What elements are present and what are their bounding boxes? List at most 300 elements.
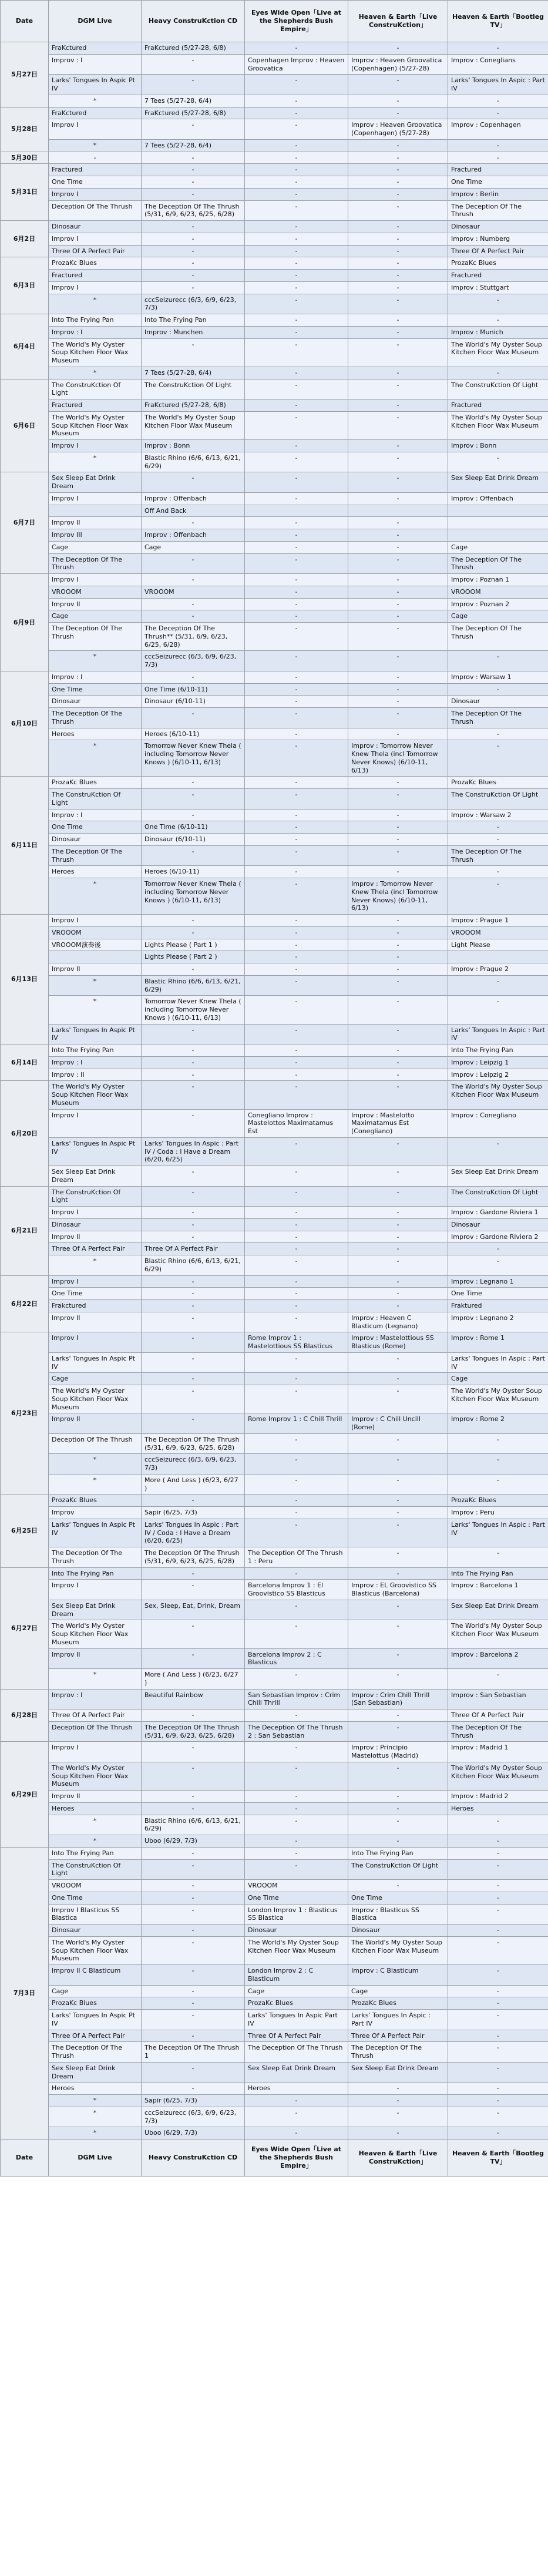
table-row bbox=[1, 75, 548, 95]
live-construkction-cell: - bbox=[348, 152, 448, 164]
table-row bbox=[1, 1669, 548, 1690]
bootleg-tv-cell: - bbox=[448, 367, 548, 379]
eyes-wide-open-cell: - bbox=[245, 1802, 348, 1815]
bootleg-tv-cell: - bbox=[448, 2062, 548, 2083]
song-cell: Improv III bbox=[49, 529, 142, 542]
bootleg-tv-cell: Improv : Legnano 2 bbox=[448, 1312, 548, 1332]
table-row bbox=[1, 1547, 548, 1568]
eyes-wide-open-cell: - bbox=[245, 809, 348, 821]
table-row bbox=[1, 517, 548, 529]
heavy-construkction-cell: - bbox=[142, 1109, 245, 1137]
song-cell: Sex Sleep Eat Drink Dream bbox=[49, 1600, 142, 1620]
heavy-construkction-cell: Uboo (6/29, 7/3) bbox=[142, 1835, 245, 1848]
eyes-wide-open-cell: - bbox=[245, 1669, 348, 1690]
heavy-construkction-cell: Blastic Rhino (6/6, 6/13, 6/21, 6/29) bbox=[142, 975, 245, 996]
eyes-wide-open-cell: - bbox=[245, 671, 348, 683]
song-cell: Improv bbox=[49, 1507, 142, 1519]
heavy-construkction-cell: - bbox=[142, 1069, 245, 1081]
eyes-wide-open-cell: - bbox=[245, 866, 348, 878]
eyes-wide-open-cell: - bbox=[245, 517, 348, 529]
bootleg-tv-cell: ProzaKc Blues bbox=[448, 777, 548, 789]
song-cell: Improv : I bbox=[49, 54, 142, 75]
live-construkction-cell: - bbox=[348, 1519, 448, 1547]
date-cell: 5月28日 bbox=[1, 107, 49, 152]
eyes-wide-open-cell: - bbox=[245, 1207, 348, 1219]
bootleg-tv-cell: Improv : San Sebastian bbox=[448, 1689, 548, 1710]
heavy-construkction-cell: - bbox=[142, 1802, 245, 1815]
song-cell: Improv II bbox=[49, 1413, 142, 1434]
live-construkction-cell bbox=[348, 505, 448, 517]
eyes-wide-open-cell: - bbox=[245, 975, 348, 996]
bootleg-tv-cell: Improv : Poznan 2 bbox=[448, 598, 548, 610]
live-construkction-cell: - bbox=[348, 598, 448, 610]
eyes-wide-open-cell: - bbox=[245, 2095, 348, 2107]
table-row bbox=[1, 878, 548, 915]
heavy-construkction-cell: - bbox=[142, 1494, 245, 1507]
heavy-construkction-cell: The ConstruKction Of Light bbox=[142, 379, 245, 399]
heavy-construkction-cell: - bbox=[142, 553, 245, 574]
eyes-wide-open-cell: ProzaKc Blues bbox=[245, 1997, 348, 2010]
live-construkction-cell: - bbox=[348, 1218, 448, 1231]
heavy-construkction-cell: - bbox=[142, 1413, 245, 1434]
live-construkction-cell: - bbox=[348, 245, 448, 257]
heavy-construkction-cell: - bbox=[142, 1880, 245, 1892]
table-row bbox=[1, 270, 548, 282]
table-row bbox=[1, 1166, 548, 1187]
eyes-wide-open-cell: - bbox=[245, 1044, 348, 1057]
song-cell: Fractured bbox=[49, 399, 142, 412]
live-construkction-cell: Three Of A Perfect Pair bbox=[348, 2030, 448, 2042]
eyes-wide-open-cell: VROOOM bbox=[245, 1880, 348, 1892]
table-row bbox=[1, 139, 548, 152]
song-cell: VROOOM演奏後 bbox=[49, 939, 142, 951]
bootleg-tv-cell: - bbox=[448, 1137, 548, 1166]
eyes-wide-open-cell: - bbox=[245, 610, 348, 623]
table-row bbox=[1, 821, 548, 834]
song-cell: Cage bbox=[49, 610, 142, 623]
date-cell: 6月9日 bbox=[1, 574, 49, 671]
bootleg-tv-cell: Improv : Berlin bbox=[448, 188, 548, 200]
live-construkction-cell: - bbox=[348, 164, 448, 176]
heavy-construkction-cell: - bbox=[142, 1936, 245, 1964]
eyes-wide-open-cell: - bbox=[245, 1024, 348, 1044]
eyes-wide-open-cell: - bbox=[245, 598, 348, 610]
song-cell bbox=[49, 951, 142, 963]
bootleg-tv-cell: - bbox=[448, 2127, 548, 2140]
song-cell: The Deception Of The Thrush bbox=[49, 553, 142, 574]
heavy-construkction-cell: 7 Tees (5/27-28, 6/4) bbox=[142, 95, 245, 107]
bootleg-tv-cell: - bbox=[448, 314, 548, 327]
table-row bbox=[1, 399, 548, 412]
bootleg-tv-cell: - bbox=[448, 975, 548, 996]
bootleg-tv-cell: ProzaKc Blues bbox=[448, 1494, 548, 1507]
heavy-construkction-cell: The Deception Of The Thrush 1 bbox=[142, 2042, 245, 2063]
bootleg-tv-cell: Improv : Warsaw 1 bbox=[448, 671, 548, 683]
eyes-wide-open-cell: - bbox=[245, 188, 348, 200]
eyes-wide-open-cell: - bbox=[245, 75, 348, 95]
heavy-construkction-cell: Larks' Tongues In Aspic : Part IV / Coda : I Have a Dream (6/20, 6/25) bbox=[142, 1137, 245, 1166]
song-cell: Deception Of The Thrush bbox=[49, 1433, 142, 1454]
bootleg-tv-cell: Improv : Barcelona 1 bbox=[448, 1580, 548, 1600]
bootleg-tv-cell: Larks' Tongues In Aspic : Part IV bbox=[448, 1352, 548, 1373]
bootleg-tv-cell: Improv : Leipzig 1 bbox=[448, 1056, 548, 1069]
heavy-construkction-cell: - bbox=[142, 1231, 245, 1243]
song-cell: Fractured bbox=[49, 270, 142, 282]
table-row bbox=[1, 1835, 548, 1848]
song-cell: * bbox=[49, 95, 142, 107]
song-cell: Heroes bbox=[49, 2083, 142, 2095]
live-construkction-cell: One Time bbox=[348, 1892, 448, 1904]
table-row bbox=[1, 1985, 548, 1997]
eyes-wide-open-cell: - bbox=[245, 200, 348, 221]
live-construkction-cell: - bbox=[348, 821, 448, 834]
live-construkction-cell: - bbox=[348, 975, 448, 996]
eyes-wide-open-cell: - bbox=[245, 1815, 348, 1835]
heavy-construkction-cell: One Time (6/10-11) bbox=[142, 821, 245, 834]
table-row bbox=[1, 2042, 548, 2063]
live-construkction-cell: - bbox=[348, 708, 448, 728]
table-row bbox=[1, 728, 548, 740]
bootleg-tv-cell: Improv : Poznan 1 bbox=[448, 574, 548, 586]
song-cell: * bbox=[49, 975, 142, 996]
eyes-wide-open-cell: One Time bbox=[245, 1892, 348, 1904]
eyes-wide-open-cell: - bbox=[245, 472, 348, 493]
heavy-construkction-cell: The Deception Of The Thrush (5/31, 6/9, 6/23, 6/25, 6/28) bbox=[142, 1721, 245, 1742]
song-cell: Dinosaur bbox=[49, 696, 142, 708]
table-row bbox=[1, 553, 548, 574]
song-cell: One Time bbox=[49, 1288, 142, 1300]
table-row bbox=[1, 1892, 548, 1904]
eyes-wide-open-cell bbox=[245, 505, 348, 517]
song-cell: Improv : I bbox=[49, 326, 142, 338]
bootleg-tv-cell: The World's My Oyster Soup Kitchen Floor Wax Museum bbox=[448, 1385, 548, 1413]
bootleg-tv-cell: Cage bbox=[448, 610, 548, 623]
song-cell: Improv II bbox=[49, 1312, 142, 1332]
heavy-construkction-cell: - bbox=[142, 1352, 245, 1373]
table-row bbox=[1, 1231, 548, 1243]
eyes-wide-open-cell: Conegliano Improv : Mastelottos Maximatamus Est bbox=[245, 1109, 348, 1137]
bootleg-tv-cell: Improv : Conegliano bbox=[448, 1109, 548, 1137]
table-row bbox=[1, 623, 548, 651]
date-cell: 5月30日 bbox=[1, 152, 49, 164]
song-cell: Sex Sleep Eat Drink Dream bbox=[49, 1166, 142, 1187]
song-cell: Improv I bbox=[49, 492, 142, 505]
song-cell: Three Of A Perfect Pair bbox=[49, 1243, 142, 1255]
live-construkction-cell: - bbox=[348, 926, 448, 939]
heavy-construkction-cell: Beautiful Rainbow bbox=[142, 1689, 245, 1710]
heavy-construkction-cell: - bbox=[142, 1620, 245, 1648]
eyes-wide-open-cell: - bbox=[245, 834, 348, 846]
heavy-construkction-cell: Heroes (6/10-11) bbox=[142, 728, 245, 740]
eyes-wide-open-cell: The Deception Of The Thrush 1 : Peru bbox=[245, 1547, 348, 1568]
table-row bbox=[1, 452, 548, 472]
song-cell: Larks' Tongues In Aspic Pt IV bbox=[49, 1137, 142, 1166]
eyes-wide-open-cell: - bbox=[245, 1352, 348, 1373]
live-construkction-cell: - bbox=[348, 553, 448, 574]
table-row bbox=[1, 42, 548, 55]
heavy-construkction-cell: - bbox=[142, 1791, 245, 1803]
heavy-construkction-cell: The Deception Of The Thrush (5/31, 6/9, 6/23, 6/25, 6/28) bbox=[142, 1547, 245, 1568]
eyes-wide-open-cell: - bbox=[245, 411, 348, 439]
song-cell: The World's My Oyster Soup Kitchen Floor Wax Museum bbox=[49, 1620, 142, 1648]
heavy-construkction-cell: Sapir (6/25, 7/3) bbox=[142, 1507, 245, 1519]
live-construkction-cell: - bbox=[348, 963, 448, 976]
heavy-construkction-cell: Larks' Tongues In Aspic : Part IV / Coda : I Have a Dream (6/20, 6/25) bbox=[142, 1519, 245, 1547]
table-row bbox=[1, 1385, 548, 1413]
bootleg-tv-cell: VROOOM bbox=[448, 586, 548, 598]
live-construkction-cell: - bbox=[348, 1669, 448, 1690]
bootleg-tv-cell: Improv : Copenhagen bbox=[448, 119, 548, 140]
date-cell: 6月25日 bbox=[1, 1494, 49, 1567]
table-row bbox=[1, 683, 548, 696]
heavy-construkction-cell: - bbox=[142, 221, 245, 233]
bootleg-tv-cell: Three Of A Perfect Pair bbox=[448, 1710, 548, 1722]
heavy-construkction-cell: Sex, Sleep, Eat, Drink, Dream bbox=[142, 1600, 245, 1620]
eyes-wide-open-cell: The Deception Of The Thrush 2 : San Sebastian bbox=[245, 1721, 348, 1742]
song-cell: * bbox=[49, 1669, 142, 1690]
heavy-construkction-cell: - bbox=[142, 610, 245, 623]
bootleg-tv-cell: - bbox=[448, 2083, 548, 2095]
eyes-wide-open-cell: - bbox=[245, 270, 348, 282]
song-cell: * bbox=[49, 996, 142, 1024]
song-cell: The ConstruKction Of Light bbox=[49, 1186, 142, 1207]
eyes-wide-open-cell: - bbox=[245, 1454, 348, 1475]
bootleg-tv-cell: Cage bbox=[448, 541, 548, 553]
live-construkction-cell: - bbox=[348, 367, 448, 379]
live-construkction-cell: - bbox=[348, 574, 448, 586]
live-construkction-cell: - bbox=[348, 42, 448, 55]
col-footer-eyes-wide-open: Eyes Wide Open「Live at the Shepherds Bush Empire」 bbox=[245, 2140, 348, 2177]
bootleg-tv-cell: Larks' Tongues In Aspic : Part IV bbox=[448, 75, 548, 95]
eyes-wide-open-cell: - bbox=[245, 2127, 348, 2140]
table-row bbox=[1, 221, 548, 233]
live-construkction-cell: - bbox=[348, 1255, 448, 1276]
eyes-wide-open-cell: - bbox=[245, 740, 348, 777]
song-cell: The World's My Oyster Soup Kitchen Floor Wax Museum bbox=[49, 1385, 142, 1413]
live-construkction-cell: - bbox=[348, 1547, 448, 1568]
col-footer-live-construkction: Heaven & Earth「Live ConstruKction」 bbox=[348, 2140, 448, 2177]
heavy-construkction-cell: - bbox=[142, 1332, 245, 1353]
heavy-construkction-cell: - bbox=[142, 598, 245, 610]
heavy-construkction-cell: - bbox=[142, 1762, 245, 1790]
song-cell: The ConstruKction Of Light bbox=[49, 379, 142, 399]
date-cell: 6月3日 bbox=[1, 257, 49, 314]
live-construkction-cell: Improv : Heaven Groovatica (Copenhagen) (5/27-28) bbox=[348, 54, 448, 75]
live-construkction-cell: - bbox=[348, 1433, 448, 1454]
live-construkction-cell: - bbox=[348, 671, 448, 683]
eyes-wide-open-cell: - bbox=[245, 107, 348, 119]
heavy-construkction-cell: Tomorrow Never Knew Thela ( including Tomorrow Never Knows ) (6/10-11, 6/13) bbox=[142, 740, 245, 777]
date-cell: 6月10日 bbox=[1, 671, 49, 777]
table-row bbox=[1, 119, 548, 140]
live-construkction-cell: - bbox=[348, 1024, 448, 1044]
song-cell: Deception Of The Thrush bbox=[49, 200, 142, 221]
bootleg-tv-cell: Dinosaur bbox=[448, 221, 548, 233]
bootleg-tv-cell: The ConstruKction Of Light bbox=[448, 789, 548, 810]
song-cell: The ConstruKction Of Light bbox=[49, 789, 142, 810]
eyes-wide-open-cell: - bbox=[245, 1069, 348, 1081]
live-construkction-cell: - bbox=[348, 1186, 448, 1207]
heavy-construkction-cell: Cage bbox=[142, 541, 245, 553]
song-cell: * bbox=[49, 651, 142, 671]
live-construkction-cell: - bbox=[348, 728, 448, 740]
bootleg-tv-cell: Light Please bbox=[448, 939, 548, 951]
bootleg-tv-cell: Sex Sleep Eat Drink Dream bbox=[448, 472, 548, 493]
bootleg-tv-cell bbox=[448, 529, 548, 542]
col-header-eyes-wide-open: Eyes Wide Open「Live at the Shepherds Bush Empire」 bbox=[245, 1, 348, 42]
date-cell: 6月4日 bbox=[1, 314, 49, 379]
song-cell: Heroes bbox=[49, 866, 142, 878]
table-row bbox=[1, 1710, 548, 1722]
heavy-construkction-cell: Into The Frying Pan bbox=[142, 314, 245, 327]
live-construkction-cell: - bbox=[348, 809, 448, 821]
live-construkction-cell: Improv : Mastelotto Maximatamus Est (Conegliano) bbox=[348, 1109, 448, 1137]
live-construkction-cell: - bbox=[348, 1815, 448, 1835]
eyes-wide-open-cell: - bbox=[245, 399, 348, 412]
heavy-construkction-cell: - bbox=[142, 257, 245, 270]
live-construkction-cell: Improv : EL Groovistico SS Blasticus (Barcelona) bbox=[348, 1580, 448, 1600]
bootleg-tv-cell: Improv : Munich bbox=[448, 326, 548, 338]
bootleg-tv-cell: The World's My Oyster Soup Kitchen Floor Wax Museum bbox=[448, 1620, 548, 1648]
song-cell: Larks' Tongues In Aspic Pt IV bbox=[49, 1024, 142, 1044]
table-row bbox=[1, 314, 548, 327]
bootleg-tv-cell: - bbox=[448, 107, 548, 119]
heavy-construkction-cell: Sapir (6/25, 7/3) bbox=[142, 2095, 245, 2107]
table-row bbox=[1, 152, 548, 164]
table-row bbox=[1, 164, 548, 176]
song-cell: Improv II bbox=[49, 1648, 142, 1669]
bootleg-tv-cell: The Deception Of The Thrush bbox=[448, 553, 548, 574]
heavy-construkction-cell: - bbox=[142, 574, 245, 586]
bootleg-tv-cell: Heroes bbox=[448, 1802, 548, 1815]
eyes-wide-open-cell: Cage bbox=[245, 1985, 348, 1997]
heavy-construkction-cell: - bbox=[142, 1218, 245, 1231]
table-row bbox=[1, 233, 548, 245]
eyes-wide-open-cell: - bbox=[245, 1243, 348, 1255]
eyes-wide-open-cell: Rome Improv 1 : Mastelottious SS Blasticus bbox=[245, 1332, 348, 1353]
song-cell: Improv I bbox=[49, 1580, 142, 1600]
heavy-construkction-cell: - bbox=[142, 1580, 245, 1600]
live-construkction-cell: - bbox=[348, 188, 448, 200]
table-row bbox=[1, 1965, 548, 1986]
heavy-construkction-cell: - bbox=[142, 245, 245, 257]
live-construkction-cell: - bbox=[348, 176, 448, 189]
song-cell: The ConstruKction Of Light bbox=[49, 1859, 142, 1880]
table-row bbox=[1, 367, 548, 379]
eyes-wide-open-cell: - bbox=[245, 1373, 348, 1385]
bootleg-tv-cell: The ConstruKction Of Light bbox=[448, 379, 548, 399]
table-row bbox=[1, 740, 548, 777]
song-cell: Improv : I bbox=[49, 1689, 142, 1710]
bootleg-tv-cell: ProzaKc Blues bbox=[448, 257, 548, 270]
table-row bbox=[1, 2095, 548, 2107]
song-cell: ProzaKc Blues bbox=[49, 1997, 142, 2010]
eyes-wide-open-cell: - bbox=[245, 553, 348, 574]
live-construkction-cell: - bbox=[348, 2127, 448, 2140]
table-row bbox=[1, 1507, 548, 1519]
table-row bbox=[1, 777, 548, 789]
bootleg-tv-cell: Improv : Prague 1 bbox=[448, 915, 548, 927]
table-row bbox=[1, 1791, 548, 1803]
bootleg-tv-cell: The World's My Oyster Soup Kitchen Floor Wax Museum bbox=[448, 338, 548, 367]
bootleg-tv-cell: Improv : Leipzig 2 bbox=[448, 1069, 548, 1081]
eyes-wide-open-cell: - bbox=[245, 696, 348, 708]
table-row bbox=[1, 2083, 548, 2095]
table-row bbox=[1, 1997, 548, 2010]
bootleg-tv-cell: The World's My Oyster Soup Kitchen Floor Wax Museum bbox=[448, 411, 548, 439]
eyes-wide-open-cell: - bbox=[245, 1255, 348, 1276]
song-cell: One Time bbox=[49, 683, 142, 696]
heavy-construkction-cell: - bbox=[142, 1567, 245, 1580]
eyes-wide-open-cell: Sex Sleep Eat Drink Dream bbox=[245, 2062, 348, 2083]
live-construkction-cell: - bbox=[348, 1081, 448, 1109]
live-construkction-cell: - bbox=[348, 1137, 448, 1166]
table-row bbox=[1, 1721, 548, 1742]
heavy-construkction-cell: FraKctured (5/27-28, 6/8) bbox=[142, 42, 245, 55]
heavy-construkction-cell: Blastic Rhino (6/6, 6/13, 6/21, 6/29) bbox=[142, 1255, 245, 1276]
live-construkction-cell: Improv : Mastelottious SS Blasticus (Rome) bbox=[348, 1332, 448, 1353]
song-cell: Into The Frying Pan bbox=[49, 314, 142, 327]
table-row bbox=[1, 1433, 548, 1454]
heavy-construkction-cell: Blastic Rhino (6/6, 6/13, 6/21, 6/29) bbox=[142, 452, 245, 472]
heavy-construkction-cell: - bbox=[142, 2062, 245, 2083]
table-body bbox=[1, 42, 548, 2140]
bootleg-tv-cell: Improv : Rome 2 bbox=[448, 1413, 548, 1434]
table-row bbox=[1, 1454, 548, 1475]
song-cell: Sex Sleep Eat Drink Dream bbox=[49, 2062, 142, 2083]
bootleg-tv-cell: Fractured bbox=[448, 164, 548, 176]
bootleg-tv-cell: Improv : Stuttgart bbox=[448, 281, 548, 294]
heavy-construkction-cell: FraKctured (5/27-28, 6/8) bbox=[142, 399, 245, 412]
live-construkction-cell: - bbox=[348, 338, 448, 367]
bootleg-tv-cell: The World's My Oyster Soup Kitchen Floor Wax Museum bbox=[448, 1762, 548, 1790]
heavy-construkction-cell: Uboo (6/29, 7/3) bbox=[142, 2127, 245, 2140]
table-row bbox=[1, 1762, 548, 1790]
date-cell: 6月22日 bbox=[1, 1275, 49, 1332]
bootleg-tv-cell: - bbox=[448, 834, 548, 846]
table-row bbox=[1, 1847, 548, 1859]
heavy-construkction-cell: - bbox=[142, 915, 245, 927]
song-cell: * bbox=[49, 1835, 142, 1848]
table-row bbox=[1, 1648, 548, 1669]
heavy-construkction-cell: - bbox=[142, 1186, 245, 1207]
eyes-wide-open-cell: - bbox=[245, 492, 348, 505]
song-cell: Dinosaur bbox=[49, 221, 142, 233]
bootleg-tv-cell: Fraktured bbox=[448, 1300, 548, 1312]
eyes-wide-open-cell: - bbox=[245, 651, 348, 671]
bootleg-tv-cell: - bbox=[448, 2042, 548, 2063]
bootleg-tv-cell: - bbox=[448, 152, 548, 164]
heavy-construkction-cell: - bbox=[142, 845, 245, 866]
eyes-wide-open-cell: - bbox=[245, 878, 348, 915]
table-row bbox=[1, 1300, 548, 1312]
bootleg-tv-cell: Improv : Barcelona 2 bbox=[448, 1648, 548, 1669]
table-row bbox=[1, 1859, 548, 1880]
song-cell: Improv I bbox=[49, 188, 142, 200]
bootleg-tv-cell: - bbox=[448, 996, 548, 1024]
live-construkction-cell: The ConstruKction Of Light bbox=[348, 1859, 448, 1880]
live-construkction-cell: - bbox=[348, 139, 448, 152]
song-cell: Larks' Tongues In Aspic Pt IV bbox=[49, 1352, 142, 1373]
table-row bbox=[1, 1600, 548, 1620]
heavy-construkction-cell: - bbox=[142, 1925, 245, 1937]
bootleg-tv-cell: The Deception Of The Thrush bbox=[448, 708, 548, 728]
live-construkction-cell: - bbox=[348, 326, 448, 338]
song-cell: * bbox=[49, 139, 142, 152]
table-row bbox=[1, 472, 548, 493]
live-construkction-cell: - bbox=[348, 200, 448, 221]
eyes-wide-open-cell: - bbox=[245, 1186, 348, 1207]
